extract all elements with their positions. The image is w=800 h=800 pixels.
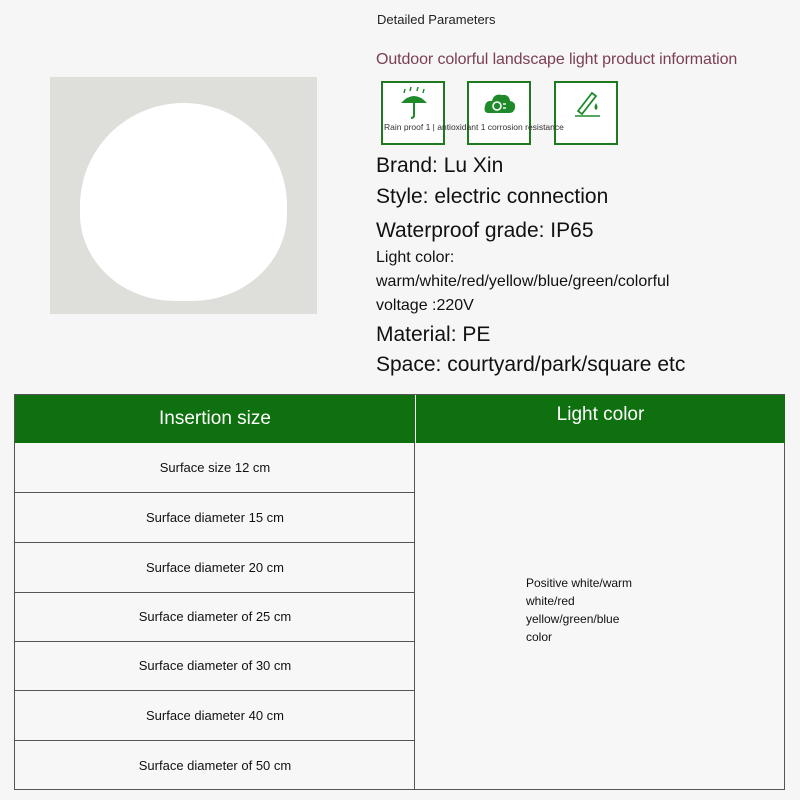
spec-material: Material: PE [376, 323, 491, 346]
table-row: Surface diameter 20 cm [15, 543, 415, 593]
table-row: Surface diameter of 25 cm [15, 592, 415, 642]
product-subtitle: Outdoor colorful landscape light product information [376, 51, 738, 68]
table-row: Surface diameter 40 cm [15, 691, 415, 741]
spec-light-color-label: Light color: [376, 249, 455, 266]
spec-space: Space: courtyard/park/square etc [376, 353, 686, 376]
section-title: Detailed Parameters [377, 12, 496, 27]
spec-style: Style: electric connection [376, 185, 609, 208]
spec-light-color-value: warm/white/red/yellow/blue/green/colorful [376, 273, 670, 290]
feature-corrosion-resistance [554, 81, 618, 145]
table-row: Surface diameter of 50 cm [138, 757, 292, 773]
spec-waterproof: Waterproof grade: IP65 [376, 219, 594, 242]
spec-voltage: voltage :220V [376, 297, 474, 314]
table-row: Surface size 12 cm [15, 443, 415, 493]
color-line: yellow/green/blue [526, 612, 620, 626]
color-line: Positive white/warm [526, 576, 633, 590]
header-light-color: Light color [415, 395, 785, 443]
feature-caption: Rain proof 1 | antioxidant 1 corrosion resistance [384, 122, 564, 132]
cloud-o3-icon [483, 87, 517, 121]
size-color-table [14, 394, 785, 790]
header-insertion-size: Insertion size [15, 395, 415, 443]
color-line: color [526, 630, 553, 644]
feature-rain-proof [381, 81, 445, 145]
table-row: Surface diameter of 30 cm [15, 641, 415, 691]
color-line: white/red [526, 594, 575, 608]
table-row: Surface diameter 15 cm [15, 493, 415, 543]
feature-antioxidant [467, 81, 531, 145]
spec-brand: Brand: Lu Xin [376, 154, 504, 177]
light-color-cell [526, 574, 632, 646]
brush-droplet-icon [570, 87, 604, 121]
lamp-ball [80, 103, 287, 301]
product-image [50, 77, 317, 314]
umbrella-rain-icon [397, 87, 431, 121]
